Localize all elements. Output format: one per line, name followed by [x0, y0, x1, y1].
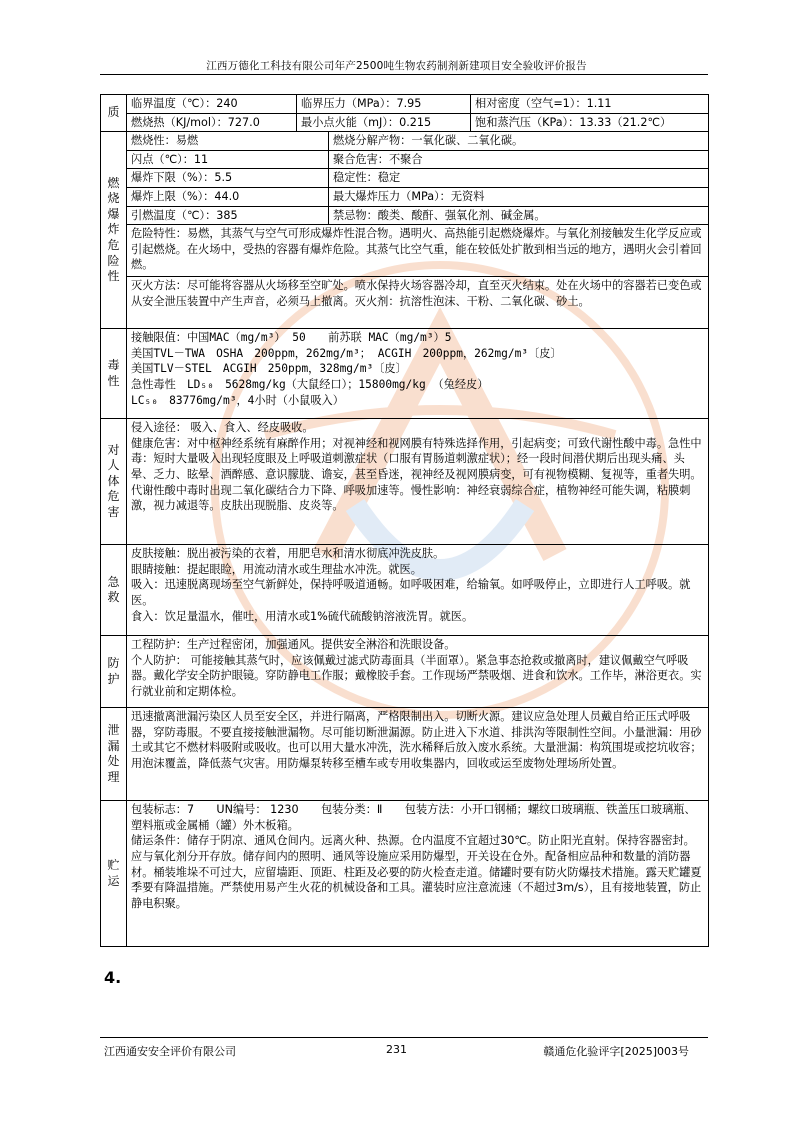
page-header: 江西万德化工科技有限公司年产2500吨生物农药制剂新建项目安全验收评价报告: [206, 60, 587, 72]
footer-company: 江西通安安全评价有限公司: [104, 1045, 236, 1058]
us-tvl-twa: 美国TVL－TWA OSHA 200ppm，262mg/m³； ACGIH 200ppm，262mg/m³〔皮〕: [131, 346, 562, 360]
critical-pressure: 临界压力（MPa）：7.95: [297, 95, 471, 114]
header-rule: [100, 74, 708, 75]
vapor-pressure: 饱和蒸汽压（KPa）：13.33（21.2℃）: [471, 113, 709, 132]
relative-density: 相对密度（空气=1）：1.11: [471, 95, 709, 114]
polymerization-hazard: 聚合危害：不聚合: [329, 150, 709, 169]
cat-properties: 质: [101, 95, 127, 132]
packaging-info: 包装标志：7 UN编号： 1230 包装分类：Ⅱ 包装方法：小开口钢桶；螺纹口玻璃瓶、铁盖压口玻璃瓶、塑料瓶或金属桶（罐）外木板箱。: [131, 803, 696, 832]
incompatible-materials: 禁忌物：酸类、酸酐、强氧化剂、碱金属。: [329, 206, 709, 225]
first-aid-text: [127, 545, 709, 636]
footer-report-number: 赣通危化验评字[2025]003号: [543, 1045, 689, 1058]
health-hazard: 健康危害：对中枢神经系统有麻醉作用；对视神经和视网膜有特殊选择作用，引起病变；可致代谢性酸中毒。急性中毒：短时大量吸入出现轻度眼及上呼吸道刺激症状（口服有胃肠道刺激症状）；经一段时间潜伏期后出现头痛、头晕、乏力、眩晕、酒醉感、意识朦胧、谵妄，甚至昏迷，视神经及视网膜病变，可有视物模糊、复视等，重者失明。代谢性酸中毒时出现二氧化碳结合力下降、呼吸加速等。慢性影响：神经衰弱综合症，植物神经可能失调，粘膜刺激，视力减退等。皮肤出现脱脂、皮炎等。: [131, 436, 702, 513]
critical-temp: 临界温度（℃）：240: [127, 95, 297, 114]
acute-toxicity-lc50: LC₅₀ 83776mg/m³，4小时（小鼠吸入）: [131, 393, 344, 407]
flash-point: 闪点（℃）：11: [127, 150, 329, 169]
max-explosion-pressure: 最大爆炸压力（MPa）：无资料: [329, 187, 709, 206]
upper-explosive-limit: 爆炸上限（%）：44.0: [127, 187, 329, 206]
personal-protection: 个人防护： 可能接触其蒸气时，应该佩戴过滤式防毒面具（半面罩）。紧急事态抢救或撤离时，建议佩戴空气呼吸器。戴化学安全防护眼镜。穿防静电工作服；戴橡胶手套。工作现场严禁吸烟、进食和饮水。工作毕，淋浴更衣。实行就业前和定期体检。: [131, 653, 702, 698]
min-ignition-energy: 最小点火能（mJ）：0.215: [297, 113, 471, 132]
protection-text: [127, 636, 709, 708]
health-hazard-text: [127, 419, 709, 545]
entry-route: 侵入途径： 吸入、食入、经皮吸收。: [131, 421, 314, 435]
cat-fire-explosion: 燃烧爆炸危险性: [101, 132, 127, 329]
storage-text: [127, 801, 709, 947]
lower-explosive-limit: 爆炸下限（%）：5.5: [127, 169, 329, 188]
cat-health-hazard: 对人体危害: [101, 419, 127, 545]
cat-first-aid: 急救: [101, 545, 127, 636]
extinguishing-method: 灭火方法：尽可能将容器从火场移至空旷处。喷水保持火场容器冷却，直至灭火结束。处在火场中的容器若已变色或从安全泄压装置中产生声音，必须马上撤离。灭火剂：抗溶性泡沫、干粉、二氧化碳、砂土。: [127, 277, 709, 329]
eye-contact: 眼睛接触：提起眼睑，用流动清水或生理盐水冲洗。就医。: [131, 562, 422, 576]
flammability: 燃烧性：易燃: [127, 132, 329, 151]
cat-toxicity: 毒性: [101, 329, 127, 419]
combustion-products: 燃烧分解产物：一氧化碳、二氧化碳。: [329, 132, 709, 151]
skin-contact: 皮肤接触：脱出被污染的衣着，用肥皂水和清水彻底冲洗皮肤。: [131, 547, 445, 561]
page-number: 231: [386, 1043, 407, 1056]
stability: 稳定性：稳定: [329, 169, 709, 188]
us-tlv-stel: 美国TLV－STEL ACGIH 250ppm，328mg/m³〔皮〕: [131, 362, 407, 376]
msds-table: [100, 94, 709, 947]
hazard-characteristics: 危险特性：易燃，其蒸气与空气可形成爆炸性混合物。遇明火、高热能引起燃烧爆炸。与氧化剂接触发生化学反应或引起燃烧。在火场中，受热的容器有爆炸危险。其蒸气比空气重，能在较低处扩散到相当远的地方，遇明火会引着回燃。: [127, 225, 709, 277]
inhalation: 吸入：迅速脱离现场至空气新鲜处，保持呼吸道通畅。如呼吸困难，给输氧。如呼吸停止，立即进行人工呼吸。就医。: [131, 578, 691, 607]
toxicity-data: [127, 329, 709, 419]
ingestion: 食入：饮足量温水，催吐，用清水或1%硫代硫酸钠溶液洗胃。就医。: [131, 609, 474, 623]
cat-leak-handling: 泄漏处理: [101, 708, 127, 801]
cat-storage-transport: 贮运: [101, 801, 127, 947]
exposure-limit: 接触限值：中国MAC（mg/m³） 50 前苏联 MAC（mg/m³）5: [131, 331, 452, 345]
leak-handling-text: 迅速撤离泄漏污染区人员至安全区，并进行隔离，严格限制出入。切断火源。建议应急处理人员戴自给正压式呼吸器，穿防毒服。不要直接接触泄漏物。尽可能切断泄漏源。防止进入下水道、排洪沟等限制性空间。小量泄漏：用砂土或其它不燃材料吸附或吸收。也可以用大量水冲洗，洗水稀释后放入废水系统。大量泄漏：构筑围堤或挖坑收容；用泡沫覆盖，降低蒸气灾害。用防爆泵转移至槽车或专用收集器内，回收或运至废物处理场所处置。: [127, 708, 709, 801]
autoignition-temp: 引燃温度（℃）：385: [127, 206, 329, 225]
footer-rule: [100, 1037, 708, 1038]
section-number: 4.: [104, 968, 122, 987]
cat-protection: 防护: [101, 636, 127, 708]
engineering-protection: 工程防护：生产过程密闭，加强通风。提供安全淋浴和洗眼设备。: [131, 638, 456, 652]
heat-of-combustion: 燃烧热（KJ/mol）：727.0: [127, 113, 297, 132]
storage-conditions: 储运条件：储存于阴凉、通风仓间内。远离火种、热源。仓内温度不宜超过30℃。防止阳光直射。保持容器密封。应与氧化剂分开存放。储存间内的照明、通风等设施应采用防爆型，开关设在仓外。配备相应品种和数量的消防器材。桶装堆垛不可过大，应留墙距、顶距、柱距及必要的防火检查走道。储罐时要有防火防爆技术措施。露天贮罐夏季要有降温措施。严禁使用易产生火花的机械设备和工具。灌装时应注意流速（不超过3m/s），且有接地装置，防止静电积聚。: [131, 834, 702, 910]
acute-toxicity-ld50: 急性毒性 LD₅₀ 5628mg/kg（大鼠经口）；15800mg/kg （兔经皮）: [131, 377, 489, 391]
